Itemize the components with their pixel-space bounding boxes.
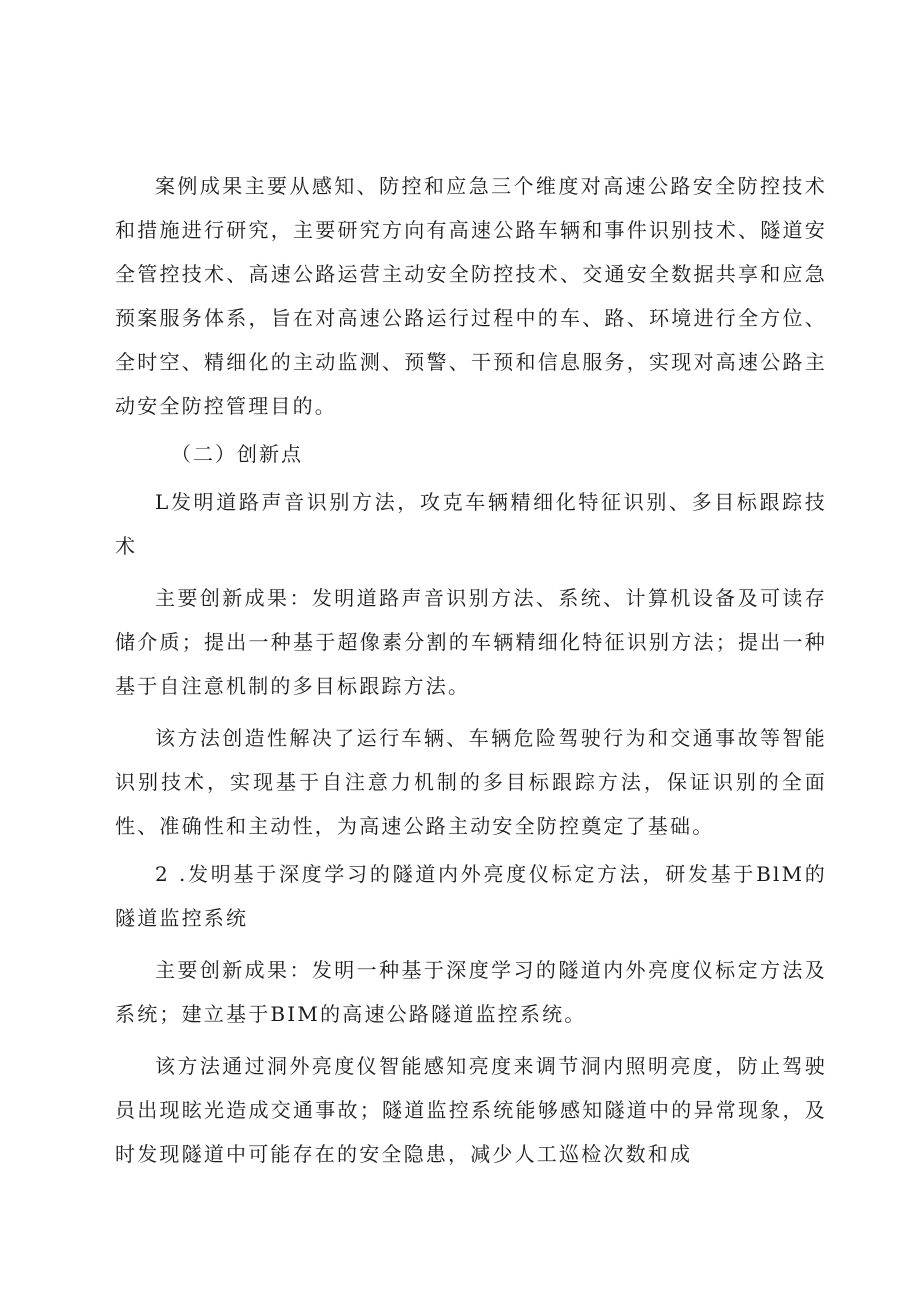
document-body <box>115 164 827 1176</box>
intro-paragraph: 案例成果主要从感知、防控和应急三个维度对高速公路安全防控技术和措施进行研究，主要研究方向有高速公路车辆和事件识别技术、隧道安全管控技术、高速公路运营主动安全防控技术、交通安全数据共享和应急预案服务体系，旨在对高速公路运行过程中的车、路、环境进行全方位、全时空、精细化的主动监测、预警、干预和信息服务，实现对高速公路主动安全防控管理目的。 <box>115 174 827 418</box>
innovation-1-results: 主要创新成果：发明道路声音识别方法、系统、计算机设备及可读存储介质；提出一种基于超像素分割的车辆精细化特征识别方法；提出一种基于自注意机制的多目标跟踪方法。 <box>115 586 827 698</box>
innovation-1-description: 该方法创造性解决了运行车辆、车辆危险驾驶行为和交通事故等智能识别技术，实现基于自注意力机制的多目标跟踪方法，保证识别的全面性、准确性和主动性，为高速公路主动安全防控奠定了基础。 <box>115 726 827 838</box>
innovation-2-results: 主要创新成果：发明一种基于深度学习的隧道内外亮度仪标定方法及系统；建立基于BIM的高速公路隧道监控系统。 <box>115 958 827 1026</box>
innovation-1-title: L发明道路声音识别方法，攻克车辆精细化特征识别、多目标跟踪技术 <box>115 490 827 558</box>
innovation-2-title: 2 .发明基于深度学习的隧道内外亮度仪标定方法，研发基于BlM的隧道监控系统 <box>115 862 827 930</box>
innovation-2-description: 该方法通过洞外亮度仪智能感知亮度来调节洞内照明亮度，防止驾驶员出现眩光造成交通事故；隧道监控系统能够感知隧道中的异常现象，及时发现隧道中可能存在的安全隐患，减少人工巡检次数和成 <box>115 1054 827 1166</box>
section-heading-innovations: （二）创新点 <box>171 442 303 466</box>
